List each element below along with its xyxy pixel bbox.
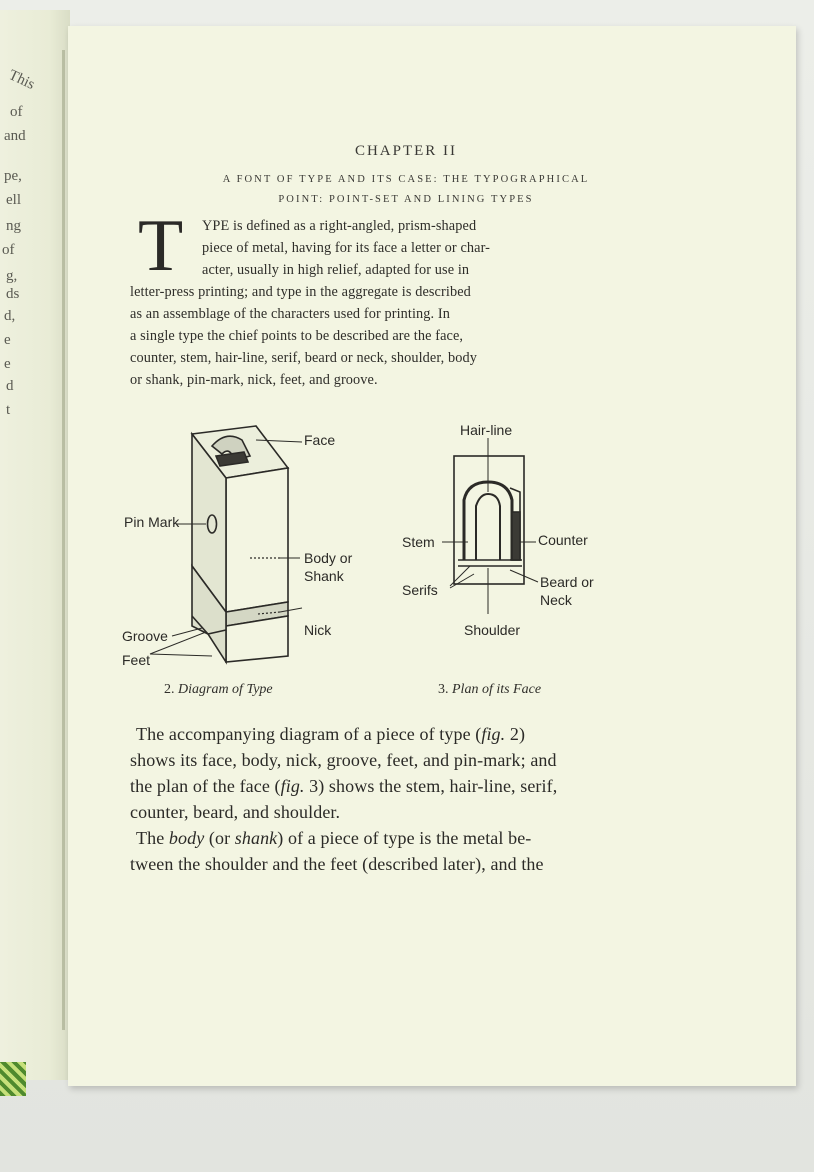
intro-line: YPE is defined as a right-angled, prism-shaped xyxy=(202,218,477,234)
figure-2-caption-number: 2. xyxy=(164,682,175,697)
label-beard-or: Beard or xyxy=(540,574,594,590)
intro-line: counter, stem, hair-line, serif, beard or neck, shoulder, body xyxy=(130,350,477,366)
left-page-fragment: e xyxy=(4,356,11,372)
figure-3-caption-text: Plan of its Face xyxy=(452,682,542,697)
body-paragraph-1-line-3: the plan of the face (fig. 3) shows the stem, hair-line, serif, xyxy=(130,776,558,796)
body-paragraph-2-line-2: tween the shoulder and the feet (described later), and the xyxy=(130,854,544,874)
left-page-fragment: of xyxy=(10,104,23,120)
body-paragraph-1-line-1: The accompanying diagram of a piece of type (fig. 2) xyxy=(136,724,526,744)
label-nick: Nick xyxy=(304,622,332,638)
label-shank: Shank xyxy=(304,568,344,584)
chapter-subtitle-line-1: A FONT OF TYPE AND ITS CASE: THE TYPOGRAPHICAL xyxy=(222,174,590,185)
type-block-drawing xyxy=(130,416,390,676)
left-page-fragment: ds xyxy=(6,286,20,302)
left-page-fragment: g, xyxy=(6,268,18,284)
figure-3-caption xyxy=(438,682,541,698)
left-page-fragment: This xyxy=(6,67,38,93)
label-stem: Stem xyxy=(402,534,435,550)
left-page-fragment: pe, xyxy=(4,168,22,184)
left-page-gutter-shadow xyxy=(62,50,65,1030)
label-serifs: Serifs xyxy=(402,582,438,598)
book-cover-edge xyxy=(0,1062,26,1096)
intro-line: letter-press printing; and type in the aggregate is described xyxy=(130,284,471,300)
label-feet: Feet xyxy=(122,652,151,668)
intro-line: piece of metal, having for its face a letter or char- xyxy=(202,240,491,256)
drop-cap: T xyxy=(138,205,184,287)
label-body-or: Body or xyxy=(304,550,353,566)
book-page xyxy=(68,26,796,1086)
body-paragraph-1-line-4: counter, beard, and shoulder. xyxy=(130,802,341,822)
facing-left-page xyxy=(0,10,70,1080)
left-page-fragment: e xyxy=(4,332,11,348)
left-page-fragment: and xyxy=(4,128,26,144)
intro-line: or shank, pin-mark, nick, feet, and groove. xyxy=(130,372,378,388)
label-shoulder: Shoulder xyxy=(464,622,521,638)
label-face: Face xyxy=(304,432,336,448)
intro-line: acter, usually in high relief, adapted for use in xyxy=(202,262,470,278)
label-groove: Groove xyxy=(122,628,168,644)
left-page-fragment: ell xyxy=(6,192,21,208)
figure-2-diagram-of-type xyxy=(122,416,390,676)
intro-line: a single type the chief points to be described are the face, xyxy=(130,328,464,344)
figure-2-caption xyxy=(164,682,273,698)
left-page-fragment: t xyxy=(6,402,11,418)
left-page-fragment: of xyxy=(2,242,15,258)
figure-3-caption-number: 3. xyxy=(438,682,449,697)
left-page-fragment: ng xyxy=(6,218,21,234)
body-paragraph-2-line-1: The body (or shank) of a piece of type is the metal be- xyxy=(136,828,532,848)
label-neck: Neck xyxy=(540,592,572,608)
figure-3-plan-of-face xyxy=(398,418,638,658)
label-hair-line: Hair-line xyxy=(460,422,513,438)
figure-2-caption-text: Diagram of Type xyxy=(178,682,273,697)
label-counter: Counter xyxy=(538,532,588,548)
chapter-subtitle-line-2: POINT: POINT-SET AND LINING TYPES xyxy=(278,194,534,205)
body-paragraph-1-line-2: shows its face, body, nick, groove, feet, and pin-mark; and xyxy=(130,750,557,770)
chapter-heading: CHAPTER II xyxy=(354,143,458,159)
intro-line: as an assemblage of the characters used for printing. In xyxy=(130,306,451,322)
left-page-fragment: d, xyxy=(4,308,16,324)
left-page-fragment: d xyxy=(6,378,14,394)
label-pin-mark: Pin Mark xyxy=(124,514,180,530)
